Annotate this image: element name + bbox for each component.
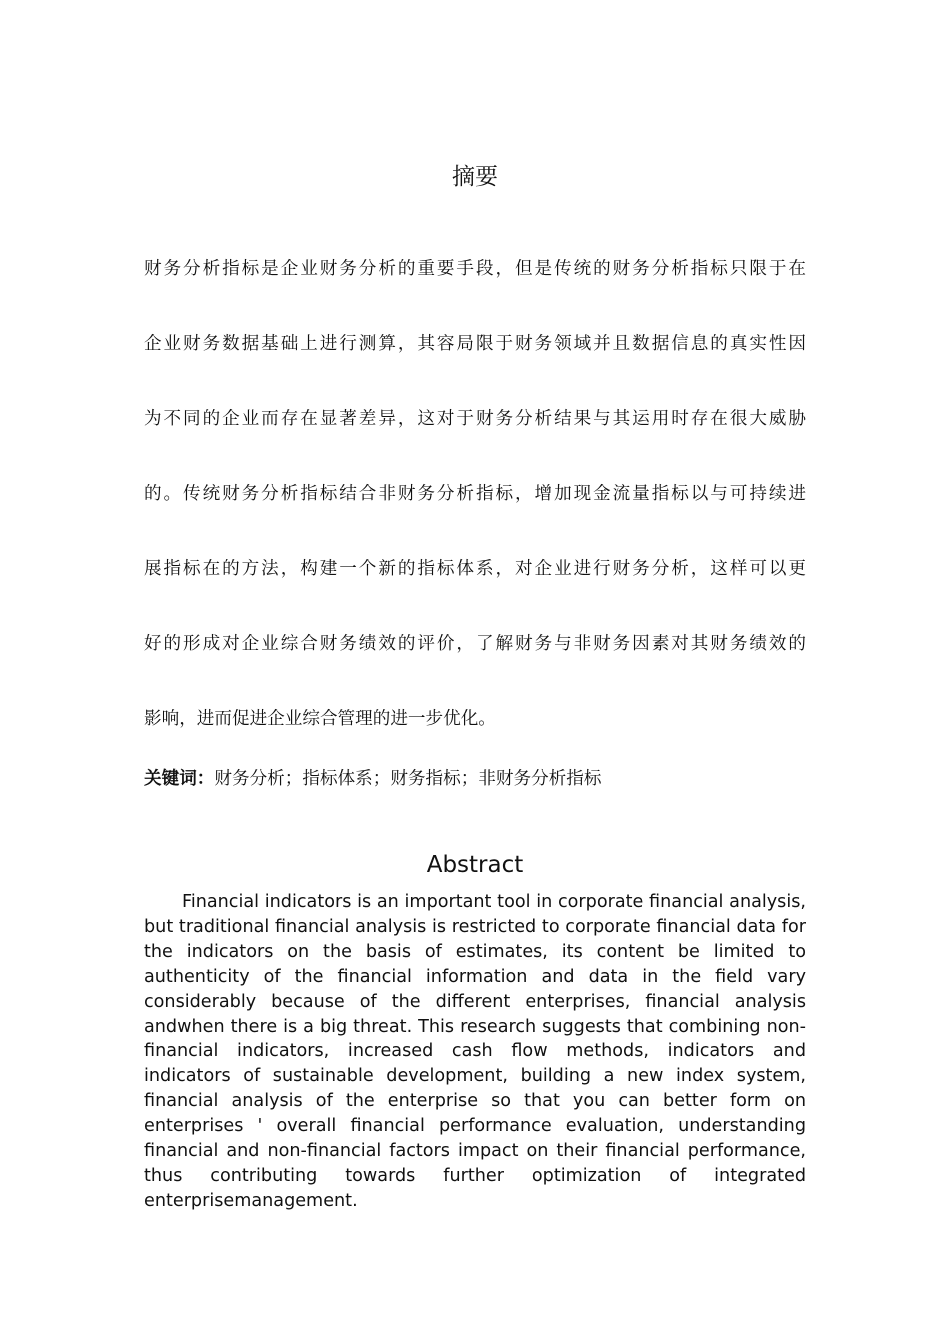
chinese-abstract-title: 摘要 — [452, 164, 498, 190]
chinese-abstract-line: 影响，进而促进企业综合管理的进一步优化。 — [144, 709, 496, 729]
chinese-abstract-body — [144, 250, 806, 775]
keywords-list: 财务分析；指标体系；财务指标；非财务分析指标 — [214, 769, 602, 789]
english-abstract-body: Financial indicators is an important tool in corporate financial analysis, but traditional financial analysis is restricted to corporate financial data for the indicators on the basis of estimates, its content be limited to authenticity of the financial information and data in the field vary considerably because of the different enterprises, financial analysis andwhen there is a big threat. This research suggests that combining non-financial indicators, increased cash flow methods, indicators and indicators of sustainable development, building a new index system, financial analysis of the enterprise so that you can better form on enterprises ' overall financial performance evaluation, understanding financial and non-financial factors impact on their financial performance, thus contributing towards further optimization of integrated enterprisemanagement. — [144, 892, 806, 1211]
chinese-abstract-line: 好的形成对企业综合财务绩效的评价，了解财务与非财务因素对其财务绩效的 — [144, 634, 806, 654]
keywords — [144, 764, 806, 794]
english-abstract-title: Abstract — [426, 852, 524, 878]
chinese-abstract-line: 为不同的企业而存在显著差异，这对于财务分析结果与其运用时存在很大威胁 — [144, 409, 806, 429]
chinese-abstract-line: 展指标在的方法，构建一个新的指标体系，对企业进行财务分析，这样可以更 — [144, 559, 806, 579]
chinese-abstract-line: 的。传统财务分析指标结合非财务分析指标，增加现金流量指标以与可持续进 — [144, 484, 806, 504]
chinese-abstract-line: 企业财务数据基础上进行测算，其容局限于财务领域并且数据信息的真实性因 — [144, 334, 806, 354]
chinese-abstract-line: 财务分析指标是企业财务分析的重要手段，但是传统的财务分析指标只限于在 — [144, 259, 806, 279]
keywords-label: 关键词： — [144, 769, 215, 789]
